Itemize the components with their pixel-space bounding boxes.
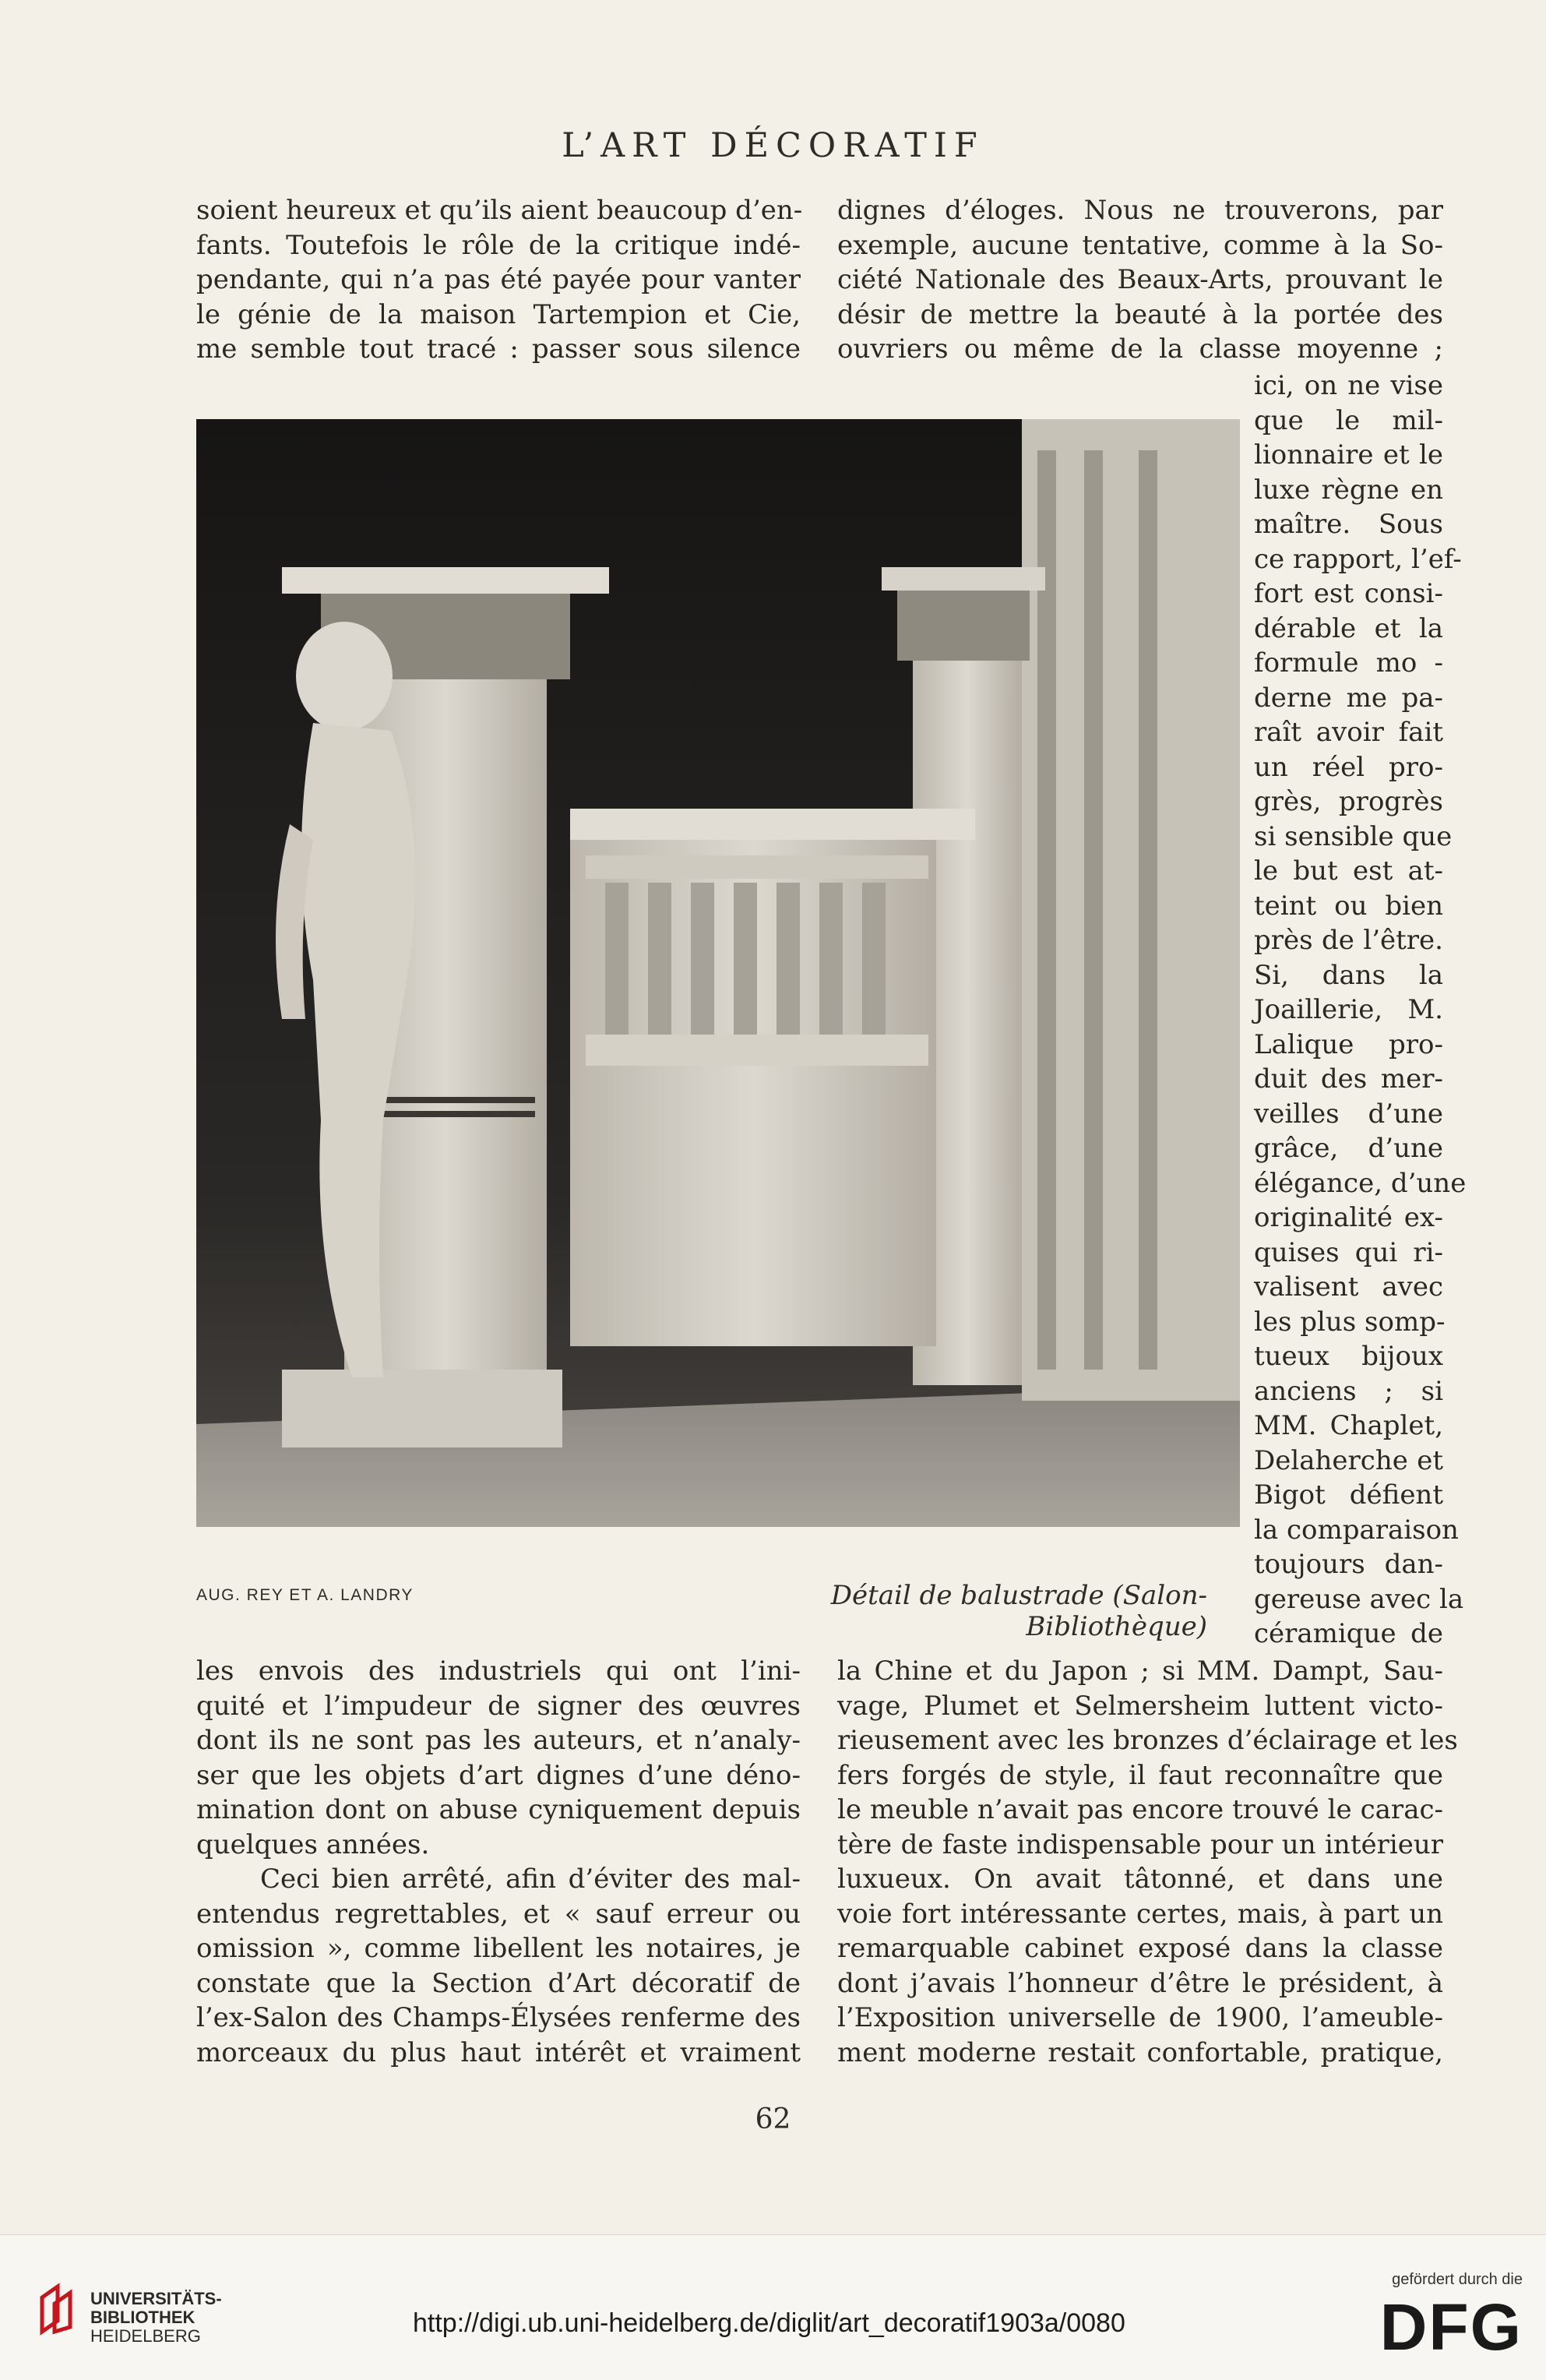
text-line: un réel pro-: [1254, 751, 1443, 783]
text-line: Si, dans la: [1254, 959, 1443, 991]
text-line: l’ex-Salon des Champs-Élysées renferme des: [196, 2002, 801, 2033]
text-line: me semble tout tracé : passer sous silence: [196, 333, 801, 365]
text-line: luxe règne en: [1254, 474, 1443, 506]
figure-caption: Détail de balustrade (Salon-Bibliothèque): [830, 1580, 1207, 1642]
text-line: le génie de la maison Tartempion et Cie,: [196, 298, 801, 330]
paragraph: [196, 193, 801, 367]
text-line: Delaherche et: [1254, 1444, 1443, 1476]
text-line: originalité ex-: [1254, 1202, 1443, 1233]
library-name-line: UNIVERSITÄTS-: [90, 2289, 222, 2308]
text-line: les plus somp-: [1254, 1306, 1446, 1338]
text-line: rieusement avec les bronzes d’éclairage et les: [837, 1725, 1458, 1756]
paragraph: [837, 193, 1443, 367]
text-line: fers forgés de style, il faut reconnaître que: [837, 1759, 1443, 1791]
text-line: formule mo -: [1254, 647, 1443, 679]
text-line: tueux bijoux: [1254, 1341, 1443, 1372]
photo-credit: AUG. REY ET A. LANDRY: [196, 1586, 414, 1604]
source-url-link[interactable]: http://digi.ub.uni-heidelberg.de/diglit/art_decoratif1903a/0080: [413, 2308, 1125, 2338]
text-line: vage, Plumet et Selmersheim luttent victo-: [837, 1690, 1443, 1722]
text-line: céramique de: [1254, 1618, 1443, 1649]
text-line: élégance, d’une: [1254, 1167, 1467, 1199]
right-column-bottom: [837, 1654, 1458, 2070]
text-line: lionnaire et le: [1254, 439, 1443, 471]
paragraph: [196, 1862, 801, 2070]
balustrade-illustration: [196, 419, 1240, 1527]
university-library-logo-icon: [37, 2282, 81, 2336]
text-line: morceaux du plus haut intérêt et vraiment: [196, 2036, 801, 2068]
digitization-footer: [0, 2234, 1546, 2380]
library-name-line: HEIDELBERG: [90, 2326, 201, 2346]
text-line: l’Exposition universelle de 1900, l’ameuble-: [837, 2002, 1443, 2033]
running-head: L’ART DÉCORATIF: [562, 126, 984, 165]
text-line: si sensible que: [1254, 820, 1453, 852]
left-column-top: [196, 193, 801, 367]
text-line: omission », comme libellent les notaires, je: [196, 1933, 801, 1964]
library-name-line: BIBLIOTHEK: [90, 2308, 195, 2327]
right-narrow-column: [1254, 368, 1467, 1652]
text-line: ment moderne restait confortable, pratique,: [837, 2036, 1443, 2068]
text-line: luxueux. On avait tâtonné, et dans une: [837, 1863, 1443, 1895]
text-line: anciens ; si: [1254, 1375, 1443, 1407]
paragraph: [837, 1654, 1458, 2070]
text-line: Ceci bien arrêté, afin d’éviter des mal-: [260, 1863, 801, 1895]
text-line: Lalique pro-: [1254, 1028, 1443, 1060]
text-line: voie fort intéressante certes, mais, à part un: [837, 1898, 1443, 1930]
text-line: ce rapport, l’ef-: [1254, 543, 1462, 575]
text-line: mination dont on abuse cyniquement depuis: [196, 1794, 801, 1825]
text-line: maître. Sous: [1254, 509, 1443, 540]
text-line: exemple, aucune tentative, comme à la So-: [837, 229, 1443, 261]
text-line: Joaillerie, M.: [1254, 994, 1443, 1025]
text-line: la Chine et du Japon ; si MM. Dampt, Sau-: [837, 1655, 1443, 1687]
text-line: raît avoir fait: [1254, 717, 1443, 748]
text-line: quelques années.: [196, 1828, 430, 1860]
text-line: ouvriers ou même de la classe moyenne ;: [837, 333, 1443, 365]
left-column-bottom: [196, 1654, 801, 2070]
text-line: grès, progrès: [1254, 786, 1443, 817]
text-line: duit des mer-: [1254, 1063, 1443, 1095]
text-line: soient heureux et qu’ils aient beaucoup d’en-: [196, 195, 803, 226]
paragraph: [196, 1654, 801, 1862]
balustrade-photograph: [196, 419, 1240, 1527]
text-line: quité et l’impudeur de signer des œuvres: [196, 1690, 801, 1722]
text-line: Bigot défient: [1254, 1479, 1443, 1511]
text-line: toujours dan-: [1254, 1549, 1443, 1580]
page-number: 62: [755, 2103, 791, 2135]
text-line: désir de mettre la beauté à la portée des: [837, 298, 1443, 330]
text-line: MM. Chaplet,: [1254, 1410, 1443, 1441]
text-line: constate que la Section d’Art décoratif de: [196, 1967, 801, 1999]
text-line: derne me pa-: [1254, 682, 1443, 714]
dfg-logo: DFG: [1379, 2290, 1523, 2364]
text-line: le but est at-: [1254, 855, 1443, 887]
text-line: ser que les objets d’art dignes d’une déno-: [196, 1759, 801, 1791]
text-line: veilles d’une: [1254, 1098, 1443, 1130]
text-line: grâce, d’une: [1254, 1133, 1443, 1164]
text-line: valisent avec: [1254, 1271, 1443, 1303]
text-line: les envois des industriels qui ont l’ini-: [196, 1655, 801, 1687]
text-line: fort est consi-: [1254, 578, 1443, 609]
text-line: ciété Nationale des Beaux-Arts, prouvant le: [837, 264, 1443, 295]
text-line: remarquable cabinet exposé dans la classe: [837, 1933, 1443, 1964]
text-line: ici, on ne vise: [1254, 370, 1443, 401]
text-line: la comparaison: [1254, 1514, 1459, 1546]
text-line: gereuse avec la: [1254, 1583, 1464, 1615]
text-line: entendus regrettables, et « sauf erreur ou: [196, 1898, 801, 1930]
text-line: le meuble n’avait pas encore trouvé le carac-: [837, 1794, 1443, 1825]
text-line: près de l’être.: [1254, 925, 1443, 956]
funding-note: gefördert durch die: [1392, 2271, 1523, 2288]
text-line: dignes d’éloges. Nous ne trouverons, par: [837, 195, 1443, 226]
text-line: fants. Toutefois le rôle de la critique indé-: [196, 229, 801, 261]
text-line: que le mil-: [1254, 404, 1443, 436]
library-name: [90, 2290, 222, 2346]
text-line: pendante, qui n’a pas été payée pour vanter: [196, 264, 801, 295]
text-line: dont j’avais l’honneur d’être le président, à: [837, 1967, 1443, 1999]
text-line: tère de faste indispensable pour un intérieur: [837, 1828, 1443, 1860]
text-line: quises qui ri-: [1254, 1236, 1443, 1268]
text-line: teint ou bien: [1254, 890, 1443, 922]
text-line: dont ils ne sont pas les auteurs, et n’analy-: [196, 1725, 801, 1756]
right-column-top: [837, 193, 1443, 367]
text-line: dérable et la: [1254, 612, 1443, 644]
